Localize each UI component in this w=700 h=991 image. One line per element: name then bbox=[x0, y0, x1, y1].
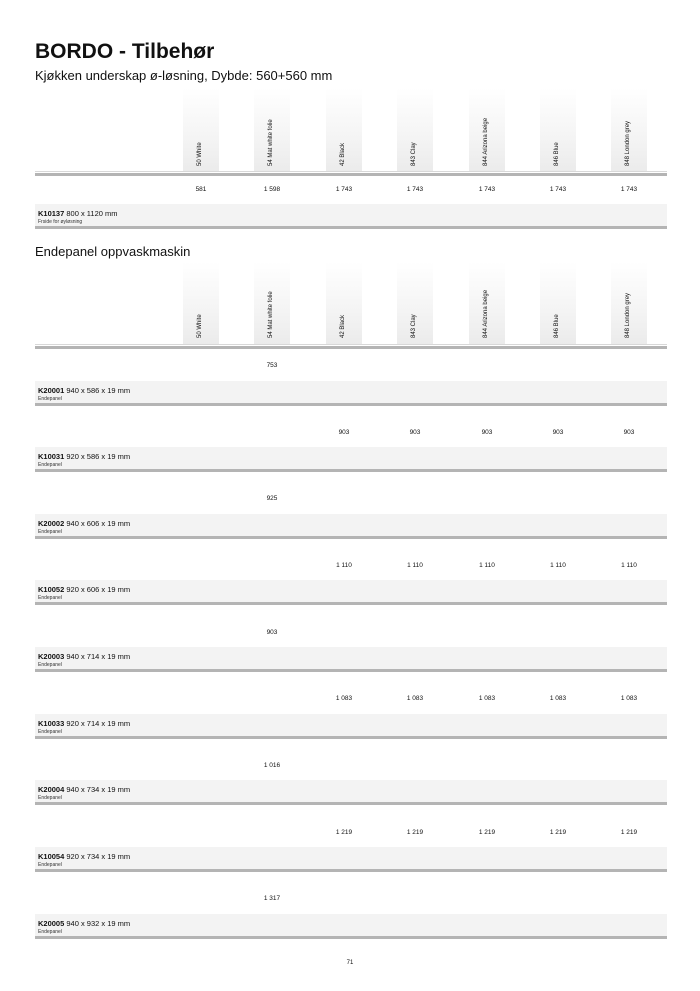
product-size: 940 x 734 x 19 mm bbox=[66, 785, 131, 794]
product-row bbox=[35, 847, 667, 869]
price-cell: 1 110 bbox=[336, 562, 352, 569]
column-header-label: 848 London grey bbox=[625, 292, 631, 338]
product-size: 920 x 586 x 19 mm bbox=[66, 452, 131, 461]
product-description: Endepanel bbox=[38, 795, 62, 801]
price-cell: 1 083 bbox=[335, 695, 353, 702]
price-cell: 1 743 bbox=[478, 186, 496, 193]
price-cell: 1 083 bbox=[478, 695, 496, 702]
price-cell: 1 317 bbox=[263, 895, 281, 902]
price-cell: 1 110 bbox=[407, 562, 423, 569]
product-description: Endepanel bbox=[38, 462, 62, 468]
section-heading: Kjøkken underskap ø-løsning, Dybde: 560+560 mm bbox=[35, 68, 333, 83]
column-header-label: 54 Mat white folie bbox=[268, 291, 274, 338]
header-divider bbox=[35, 171, 667, 172]
price-cell: 581 bbox=[195, 186, 207, 193]
product-code-id: K10052 bbox=[38, 585, 65, 594]
product-row bbox=[35, 647, 667, 669]
price-cell: 1 743 bbox=[406, 186, 424, 193]
product-size: 940 x 932 x 19 mm bbox=[66, 919, 131, 928]
product-size: 920 x 714 x 19 mm bbox=[66, 719, 131, 728]
product-code-id: K10031 bbox=[38, 452, 65, 461]
price-cell: 1 598 bbox=[263, 186, 281, 193]
product-code-id: K20005 bbox=[38, 919, 65, 928]
price-cell: 903 bbox=[266, 629, 278, 636]
price-cell: 1 219 bbox=[549, 829, 567, 836]
price-cell: 1 219 bbox=[406, 829, 424, 836]
product-code bbox=[38, 852, 130, 861]
price-cell: 1 016 bbox=[263, 762, 281, 769]
price-cell: 1 219 bbox=[478, 829, 496, 836]
price-cell: 903 bbox=[481, 429, 493, 436]
product-size: 940 x 586 x 19 mm bbox=[66, 386, 131, 395]
product-code bbox=[38, 785, 130, 794]
price-cell: 1 110 bbox=[621, 562, 637, 569]
row-rule bbox=[35, 469, 667, 472]
row-rule bbox=[35, 226, 667, 229]
product-code-id: K10137 bbox=[38, 209, 65, 218]
product-size: 940 x 714 x 19 mm bbox=[66, 652, 131, 661]
product-row bbox=[35, 447, 667, 469]
row-rule bbox=[35, 602, 667, 605]
column-header-label: 846 Blue bbox=[554, 142, 560, 166]
row-rule bbox=[35, 869, 667, 872]
product-code-id: K10033 bbox=[38, 719, 65, 728]
price-cell: 1 110 bbox=[550, 562, 566, 569]
product-size: 940 x 606 x 19 mm bbox=[66, 519, 131, 528]
product-code bbox=[38, 209, 118, 218]
price-cell: 753 bbox=[266, 362, 278, 369]
product-description: Frside for øyløsning bbox=[38, 219, 83, 225]
product-description: Endepanel bbox=[38, 862, 62, 868]
row-rule bbox=[35, 736, 667, 739]
price-cell: 1 743 bbox=[620, 186, 638, 193]
product-row bbox=[35, 580, 667, 602]
product-code bbox=[38, 719, 130, 728]
page-title: BORDO - Tilbehør bbox=[35, 40, 215, 63]
price-cell: 1 743 bbox=[549, 186, 567, 193]
product-code bbox=[38, 452, 130, 461]
row-rule bbox=[35, 802, 667, 805]
column-header-label: 843 Clay bbox=[411, 314, 417, 338]
product-description: Endepanel bbox=[38, 662, 62, 668]
product-description: Endepanel bbox=[38, 729, 62, 735]
product-row bbox=[35, 514, 667, 536]
price-cell: 1 083 bbox=[549, 695, 567, 702]
product-size: 800 x 1120 mm bbox=[66, 209, 118, 218]
row-rule bbox=[35, 403, 667, 406]
section-heading: Endepanel oppvaskmaskin bbox=[35, 244, 191, 259]
column-header-label: 42 Black bbox=[340, 314, 346, 338]
product-description: Endepanel bbox=[38, 529, 62, 535]
product-code bbox=[38, 652, 130, 661]
column-header-label: 50 White bbox=[197, 314, 203, 338]
product-code-id: K20002 bbox=[38, 519, 65, 528]
product-row bbox=[35, 714, 667, 736]
product-row bbox=[35, 204, 667, 226]
row-rule bbox=[35, 936, 667, 939]
column-header-label: 54 Mat white folie bbox=[268, 119, 274, 166]
price-cell: 1 083 bbox=[620, 695, 638, 702]
column-header-label: 846 Blue bbox=[554, 314, 560, 338]
column-header-label: 844 Arizona beige bbox=[483, 117, 489, 166]
header-divider bbox=[35, 344, 667, 345]
price-cell: 1 219 bbox=[335, 829, 353, 836]
price-cell: 1 110 bbox=[479, 562, 495, 569]
product-size: 920 x 606 x 19 mm bbox=[66, 585, 131, 594]
column-header-label: 42 Black bbox=[340, 142, 346, 166]
product-row bbox=[35, 381, 667, 403]
price-cell: 925 bbox=[266, 495, 278, 502]
product-description: Endepanel bbox=[38, 396, 62, 402]
price-cell: 903 bbox=[552, 429, 564, 436]
product-code-id: K20003 bbox=[38, 652, 65, 661]
price-cell: 903 bbox=[623, 429, 635, 436]
page-number: 71 bbox=[346, 960, 354, 966]
product-code-id: K20004 bbox=[38, 785, 65, 794]
product-description: Endepanel bbox=[38, 929, 62, 935]
product-size: 920 x 734 x 19 mm bbox=[66, 852, 131, 861]
price-cell: 903 bbox=[409, 429, 421, 436]
product-code bbox=[38, 519, 130, 528]
column-header-label: 848 London grey bbox=[625, 120, 631, 166]
product-row bbox=[35, 780, 667, 802]
product-code-id: K10054 bbox=[38, 852, 65, 861]
column-header-label: 843 Clay bbox=[411, 142, 417, 166]
price-cell: 1 219 bbox=[620, 829, 638, 836]
product-code bbox=[38, 585, 130, 594]
product-code-id: K20001 bbox=[38, 386, 65, 395]
product-code bbox=[38, 919, 130, 928]
price-cell: 903 bbox=[338, 429, 350, 436]
price-cell: 1 743 bbox=[335, 186, 353, 193]
product-description: Endepanel bbox=[38, 595, 62, 601]
header-rule bbox=[35, 173, 667, 176]
column-header-label: 50 White bbox=[197, 142, 203, 166]
product-code bbox=[38, 386, 130, 395]
row-rule bbox=[35, 536, 667, 539]
product-row bbox=[35, 914, 667, 936]
row-rule bbox=[35, 669, 667, 672]
header-rule bbox=[35, 346, 667, 349]
price-cell: 1 083 bbox=[406, 695, 424, 702]
column-header-label: 844 Arizona beige bbox=[483, 289, 489, 338]
